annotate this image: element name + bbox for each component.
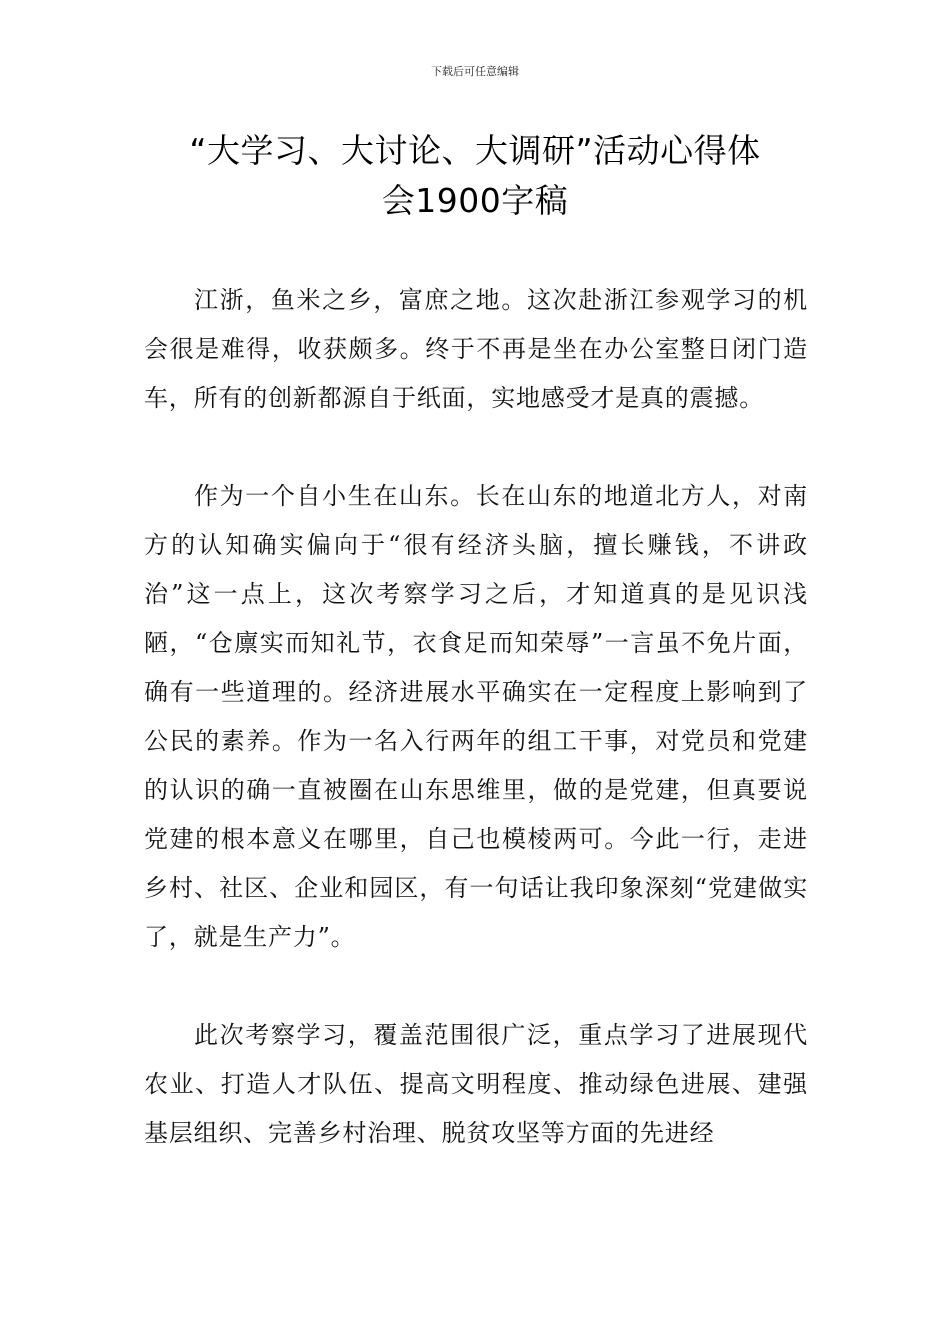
header-note: 下载后可任意编辑 [431,65,519,78]
paragraph: 作为一个自小生在山东。长在山东的地道北方人，对南方的认知确实偏向于“很有经济头脑，擅长赚钱，不讲政治”这一点上，这次考察学习之后，才知道真的是见识浅陋，“仓廪实而知礼节，衣食足而知荣辱”一言虽不免片面，确有一些道理的。经济进展水平确实在一定程度上影响到了公民的素养。作为一名入行两年的组工干事，对党员和党建的认识的确一直被圈在山东思维里，做的是党建，但真要说党建的根本意义在哪里，自己也模棱两可。今此一行，走进乡村、社区、企业和园区，有一句话让我印象深刻“党建做实了，就是生产力”。 [144,482,808,951]
paragraph: 江浙，鱼米之乡，富庶之地。这次赴浙江参观学习的机会很是难得，收获颇多。终于不再是坐在办公室整日闭门造车，所有的创新都源自于纸面，实地感受才是真的震撼。 [144,286,808,412]
document-title-line-2: 会1900字稿 [381,181,569,220]
paragraph: 此次考察学习，覆盖范围很广泛，重点学习了进展现代农业、打造人才队伍、提高文明程度、推动绿色进展、建强基层组织、完善乡村治理、脱贫攻坚等方面的先进经 [144,1021,808,1147]
document-title-line-1: “大学习、大讨论、大调研”活动心得体 [189,131,761,170]
document-body [144,276,808,1158]
document-title [140,126,810,226]
